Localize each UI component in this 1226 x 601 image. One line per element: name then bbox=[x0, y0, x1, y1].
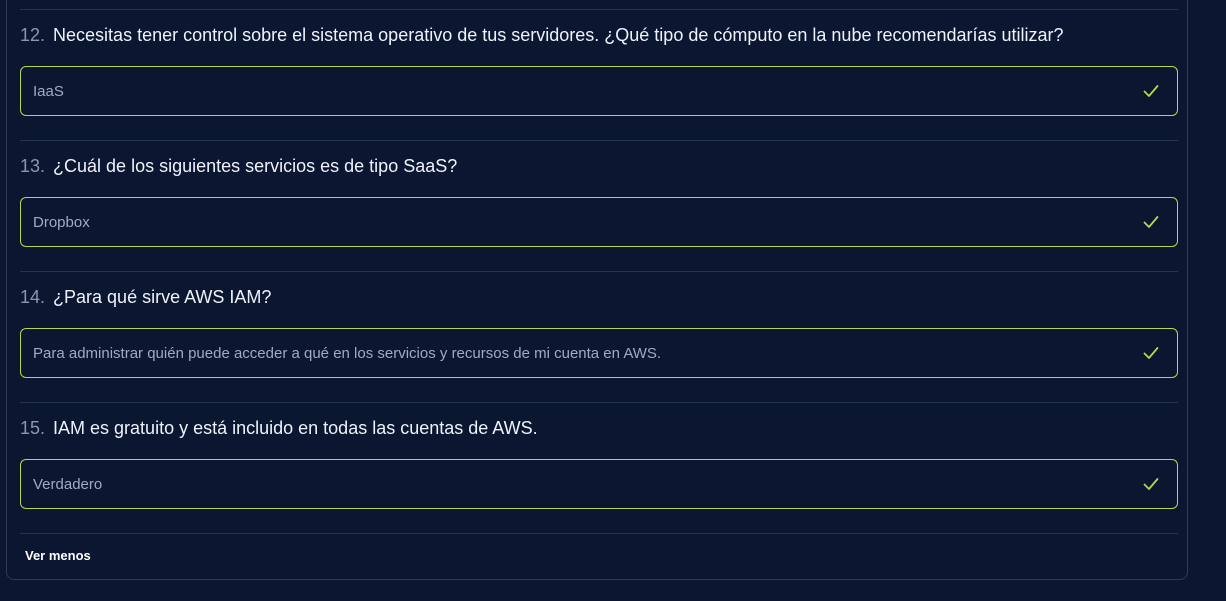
question-number: 14. bbox=[20, 287, 46, 307]
check-icon bbox=[1143, 84, 1159, 98]
question-item bbox=[20, 140, 1178, 271]
answer-option[interactable] bbox=[20, 328, 1178, 378]
answer-text: Para administrar quién puede acceder a qué en los servicios y recursos de mi cuenta en AWS. bbox=[33, 344, 662, 362]
results-panel bbox=[6, 0, 1188, 580]
answer-text: IaaS bbox=[33, 82, 64, 100]
answer-option[interactable] bbox=[20, 459, 1178, 509]
check-icon bbox=[1143, 346, 1159, 360]
question-item bbox=[20, 271, 1178, 402]
ver-menos-button[interactable]: Ver menos bbox=[25, 548, 91, 563]
question-item bbox=[20, 402, 1178, 533]
answer-text: Verdadero bbox=[33, 475, 103, 493]
question-title bbox=[20, 156, 457, 177]
panel-footer bbox=[20, 533, 1178, 580]
question-item bbox=[20, 9, 1178, 140]
question-number: 13. bbox=[20, 156, 46, 176]
question-text: ¿Cuál de los siguientes servicios es de tipo SaaS? bbox=[53, 156, 458, 176]
answer-text: Dropbox bbox=[33, 213, 90, 231]
answer-option[interactable] bbox=[20, 197, 1178, 247]
question-number: 12. bbox=[20, 25, 46, 45]
question-title bbox=[20, 25, 1064, 46]
question-text: Necesitas tener control sobre el sistema operativo de tus servidores. ¿Qué tipo de cómputo en la nube recomendarías utilizar? bbox=[53, 25, 1064, 45]
question-number: 15. bbox=[20, 418, 46, 438]
question-title bbox=[20, 287, 271, 308]
question-text: IAM es gratuito y está incluido en todas las cuentas de AWS. bbox=[53, 418, 538, 438]
question-text: ¿Para qué sirve AWS IAM? bbox=[53, 287, 272, 307]
question-title bbox=[20, 418, 538, 439]
check-icon bbox=[1143, 477, 1159, 491]
check-icon bbox=[1143, 215, 1159, 229]
answer-option[interactable] bbox=[20, 66, 1178, 116]
question-list bbox=[20, 9, 1178, 580]
